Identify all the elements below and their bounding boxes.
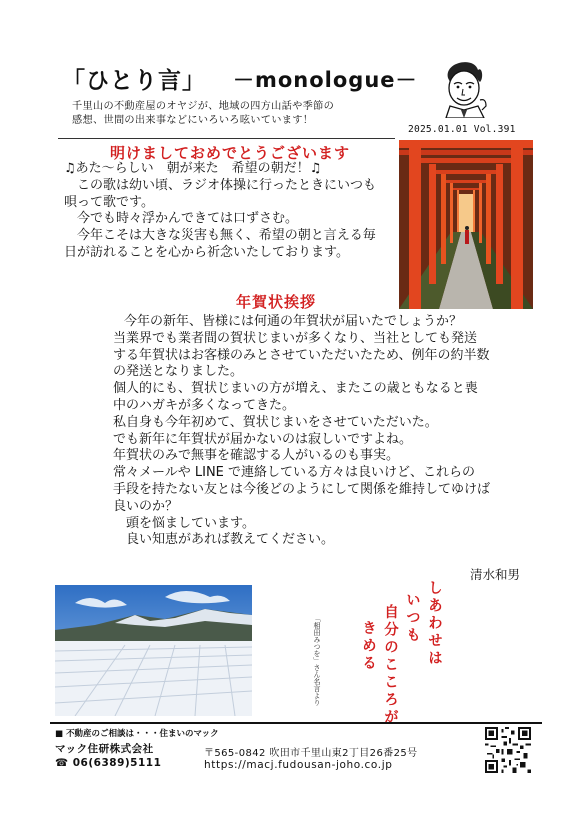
intro-line: 感想、世間の出来事などにいろいろ呟いています！ <box>72 115 314 126</box>
page-title-jp: 「ひとり言」 <box>62 68 206 94</box>
paragraph-line: 個人的にも、賀状じまいの方が増え、またこの歳ともなると喪 <box>100 381 478 397</box>
snow-field-photo <box>55 585 252 716</box>
poem-line: きめる <box>360 620 376 673</box>
poem-line: いつも <box>404 592 420 645</box>
paragraph-line: 良いのか？ <box>113 498 179 514</box>
section-body-new-year <box>64 161 376 262</box>
paragraph-line: 今年こそは大きな災害も無く、希望の朝と言える毎 <box>64 228 376 244</box>
poem-credit: 「相田みつを」さん名言より <box>313 615 321 706</box>
section-heading-new-year: 明けましておめでとうございます <box>110 144 351 162</box>
paragraph-line: ♫あた～らしい 朝が来た 希望の朝だ！♫ <box>64 161 322 176</box>
paragraph-line: 良い知恵があれば教えてください。 <box>100 532 335 548</box>
poem-line: 自分のこころが <box>382 604 398 727</box>
phone-number: ☎ 06(6389)5111 <box>55 757 162 769</box>
footer-tagline: ■ 不動産のご相談は・・・住まいのマック <box>55 729 219 739</box>
page-title-en: －monologue－ <box>233 68 418 92</box>
paragraph-line: 手段を持たない友とは今後どのようにして関係を維持してゆけば <box>113 481 491 497</box>
company-address: 〒565-0842 吹田市千里山東2丁目26番25号 <box>204 748 418 759</box>
torii-gate-photo <box>399 140 533 309</box>
author-signature: 清水和男 <box>470 567 521 582</box>
paragraph-line: 常々メールや LINE で連絡している方々は良いけど、これらの <box>100 465 476 481</box>
poem-line: しあわせは <box>426 580 442 668</box>
paragraph-line: この歌は幼い頃、ラジオ体操に行ったときにいつも <box>64 177 377 193</box>
paragraph-line: 年賀状のみで無事を確認する人がいるのも事実。 <box>100 448 400 464</box>
intro-line: 千里山の不動産屋のオヤジが、地域の四方山話や季節の <box>72 101 335 112</box>
paragraph-line: 当業界でも業者間の賀状じまいが多くなり、当社としても発送 <box>100 330 478 346</box>
footer-divider <box>50 722 542 724</box>
paragraph-line: の発送となりました。 <box>113 364 244 380</box>
paragraph-line: 私自身も今年初めて、賀状じまいをさせていただいた。 <box>100 414 438 430</box>
paragraph-line: 日が訪れることを心から祈念いたしております。 <box>64 244 349 260</box>
paragraph-line: でも新年に年賀状が届かないのは寂しいですよね。 <box>100 431 413 447</box>
intro-text <box>72 100 334 128</box>
issue-number: 2025.01.01 Vol.391 <box>408 124 516 135</box>
section-heading-nengajo: 年賀状挨拶 <box>236 293 317 311</box>
company-name: マック住研株式会社 <box>55 743 154 755</box>
website-url[interactable]: https://macj.fudousan-joho.co.jp <box>204 759 393 771</box>
paragraph-line: 頭を悩ましています。 <box>100 515 255 531</box>
paragraph-line: 今年の新年、皆様には何通の年賀状が届いたでしょうか？ <box>124 314 463 329</box>
qr-code-icon[interactable] <box>485 727 531 773</box>
caricature-avatar-icon <box>434 56 492 118</box>
paragraph-line: 唄って歌です。 <box>64 194 154 210</box>
paragraph-line: 今でも時々浮かんできては口ずさむ。 <box>64 211 299 227</box>
paragraph-line: 中のハガキが多くなってきた。 <box>113 397 296 413</box>
paragraph-line: する年賀状はお客様のみとさせていただいたため、例年の約半数 <box>113 347 490 363</box>
divider <box>58 138 395 139</box>
section-body-nengajo <box>100 314 491 549</box>
